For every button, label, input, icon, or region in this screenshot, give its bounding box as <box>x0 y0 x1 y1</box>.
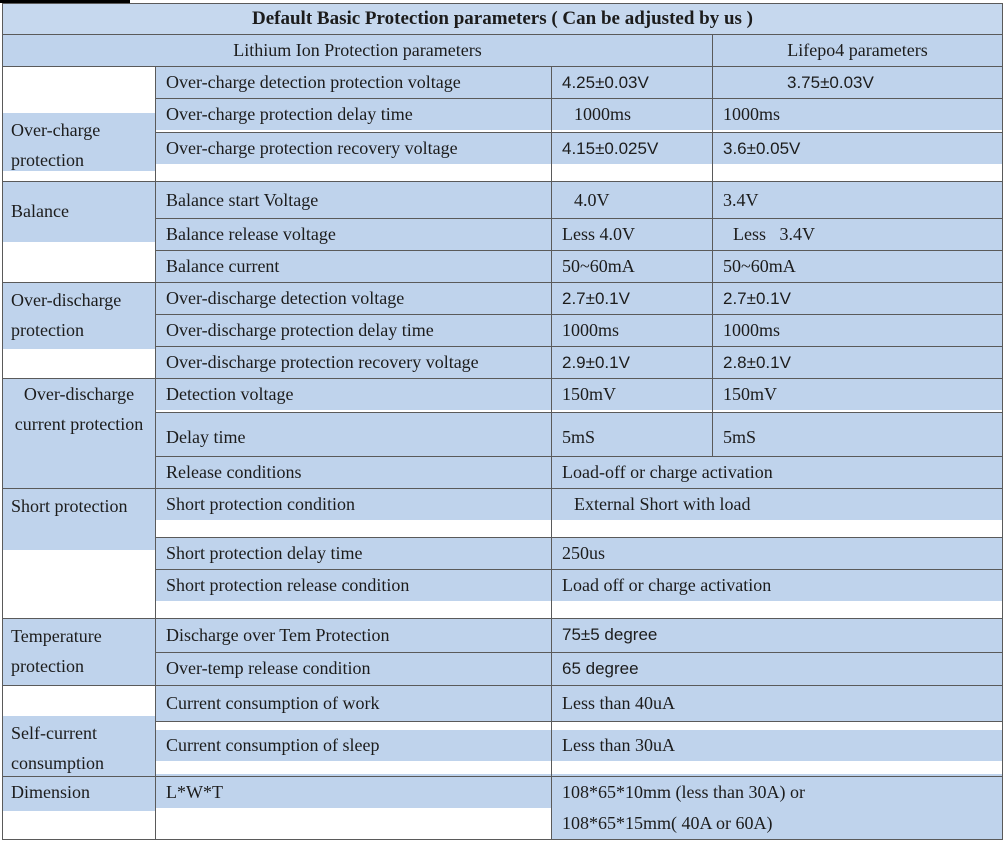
merged-value: Load-off or charge activation <box>552 457 1003 489</box>
table-row <box>3 379 1003 413</box>
merged-cell <box>552 570 1003 619</box>
param-name: Over-discharge protection delay time <box>156 315 552 347</box>
dimension-line-1: 108*65*10mm (less than 30A) or <box>562 782 805 802</box>
table-row <box>3 489 1003 538</box>
param-name: Current consumption of work <box>156 686 552 722</box>
lifepo4-cell <box>713 379 1003 413</box>
param-cell <box>156 489 552 538</box>
table-row <box>3 619 1003 653</box>
param-name: Balance start Voltage <box>156 182 551 218</box>
param-cell <box>156 777 552 840</box>
param-name: Short protection release condition <box>156 570 551 601</box>
merged-value: 65 degree <box>552 652 1003 686</box>
merged-value: Less than 40uA <box>552 686 1003 722</box>
lithium-value: Less 4.0V <box>552 219 713 251</box>
merged-cell <box>552 722 1003 777</box>
param-name: L*W*T <box>156 777 551 808</box>
lithium-value: 2.9±0.1V <box>552 347 713 379</box>
lifepo4-value: 3.75±0.03V <box>713 67 1003 99</box>
dimension-line-2: 108*65*15mm( 40A or 60A) <box>562 813 773 833</box>
column-header-row <box>3 35 1003 67</box>
table-row <box>3 686 1003 722</box>
lifepo4-value: 2.7±0.1V <box>713 283 1003 315</box>
param-name: Over-discharge detection voltage <box>156 283 552 315</box>
header-lifepo4: Lifepo4 parameters <box>713 35 1003 67</box>
param-name: Short protection condition <box>156 489 551 520</box>
merged-value: Less than 30uA <box>552 730 1002 761</box>
param-name: Delay time <box>156 413 552 457</box>
table-title-row <box>3 4 1003 35</box>
lithium-value: 1000ms <box>552 315 713 347</box>
section-label-overcurrent <box>3 379 156 489</box>
section-label-text: Temperature protection <box>3 619 155 685</box>
lithium-value: 5mS <box>552 413 713 457</box>
param-cell <box>156 379 552 413</box>
lithium-value: 4.0V <box>552 182 713 219</box>
param-name: Detection voltage <box>156 379 551 410</box>
table-row <box>3 777 1003 840</box>
lithium-cell <box>552 379 713 413</box>
param-name: Balance release voltage <box>156 219 552 251</box>
lifepo4-value: 1000ms <box>713 315 1003 347</box>
lithium-cell <box>552 99 713 133</box>
merged-value-cell <box>552 777 1003 840</box>
section-label-text: Short protection <box>3 489 155 550</box>
param-name: Release conditions <box>156 457 552 489</box>
table-row <box>3 182 1003 219</box>
param-name: Discharge over Tem Protection <box>156 619 552 653</box>
param-name: Over-discharge protection recovery voltage <box>156 347 552 379</box>
lithium-value: 4.15±0.025V <box>552 133 712 164</box>
section-label-dimension <box>3 777 156 840</box>
lifepo4-cell <box>713 99 1003 133</box>
header-lithium: Lithium Ion Protection parameters <box>3 35 713 67</box>
merged-value: External Short with load <box>552 489 1002 520</box>
section-label-balance <box>3 182 156 283</box>
lifepo4-value: 150mV <box>713 379 1002 410</box>
param-cell <box>156 99 552 133</box>
param-cell <box>156 133 552 182</box>
merged-value: Load off or charge activation <box>552 570 1002 601</box>
table-row <box>3 67 1003 99</box>
section-label-overdischarge <box>3 283 156 379</box>
lifepo4-value: 1000ms <box>713 99 1002 130</box>
section-label-text: Self-current consumption <box>3 716 155 776</box>
lithium-value: 1000ms <box>552 99 712 130</box>
section-label-text: Over-discharge protection <box>3 283 155 349</box>
param-name: Over-charge protection delay time <box>156 99 551 130</box>
lithium-value: 150mV <box>552 379 712 410</box>
param-name: Over-charge detection protection voltage <box>156 67 552 99</box>
lifepo4-value: 3.6±0.05V <box>713 133 1002 164</box>
lithium-cell <box>552 133 713 182</box>
merged-value: 75±5 degree <box>552 619 1003 653</box>
merged-value: 250us <box>552 538 1003 570</box>
lifepo4-value: 5mS <box>713 413 1003 457</box>
param-name: Balance current <box>156 251 552 283</box>
section-label-text: Dimension <box>3 777 155 811</box>
section-label-text: Balance <box>3 182 155 242</box>
lithium-value: 50~60mA <box>552 251 713 283</box>
lifepo4-value: 2.8±0.1V <box>713 347 1003 379</box>
section-label-short <box>3 489 156 619</box>
section-label-selfcurrent <box>3 686 156 777</box>
lithium-value: 4.25±0.03V <box>552 67 713 99</box>
param-name: Short protection delay time <box>156 538 552 570</box>
lifepo4-value: 50~60mA <box>713 251 1003 283</box>
param-name: Over-temp release condition <box>156 652 552 686</box>
param-name: Over-charge protection recovery voltage <box>156 133 551 164</box>
protection-parameters-table <box>2 3 1003 840</box>
lifepo4-cell <box>713 133 1003 182</box>
lithium-value: 2.7±0.1V <box>552 283 713 315</box>
lifepo4-value: 3.4V <box>713 182 1003 219</box>
section-label-temperature <box>3 619 156 686</box>
table-title: Default Basic Protection parameters ( Can be adjusted by us ) <box>3 4 1003 35</box>
section-label-text: Over-charge protection <box>3 113 155 171</box>
param-cell <box>156 570 552 619</box>
section-label-text: Over-discharge current protection <box>3 379 155 439</box>
lifepo4-value: Less 3.4V <box>713 219 1003 251</box>
param-name: Current consumption of sleep <box>156 730 551 761</box>
table-row <box>3 283 1003 315</box>
param-cell <box>156 182 552 219</box>
section-label-overcharge <box>3 67 156 182</box>
param-cell <box>156 722 552 777</box>
merged-cell <box>552 489 1003 538</box>
